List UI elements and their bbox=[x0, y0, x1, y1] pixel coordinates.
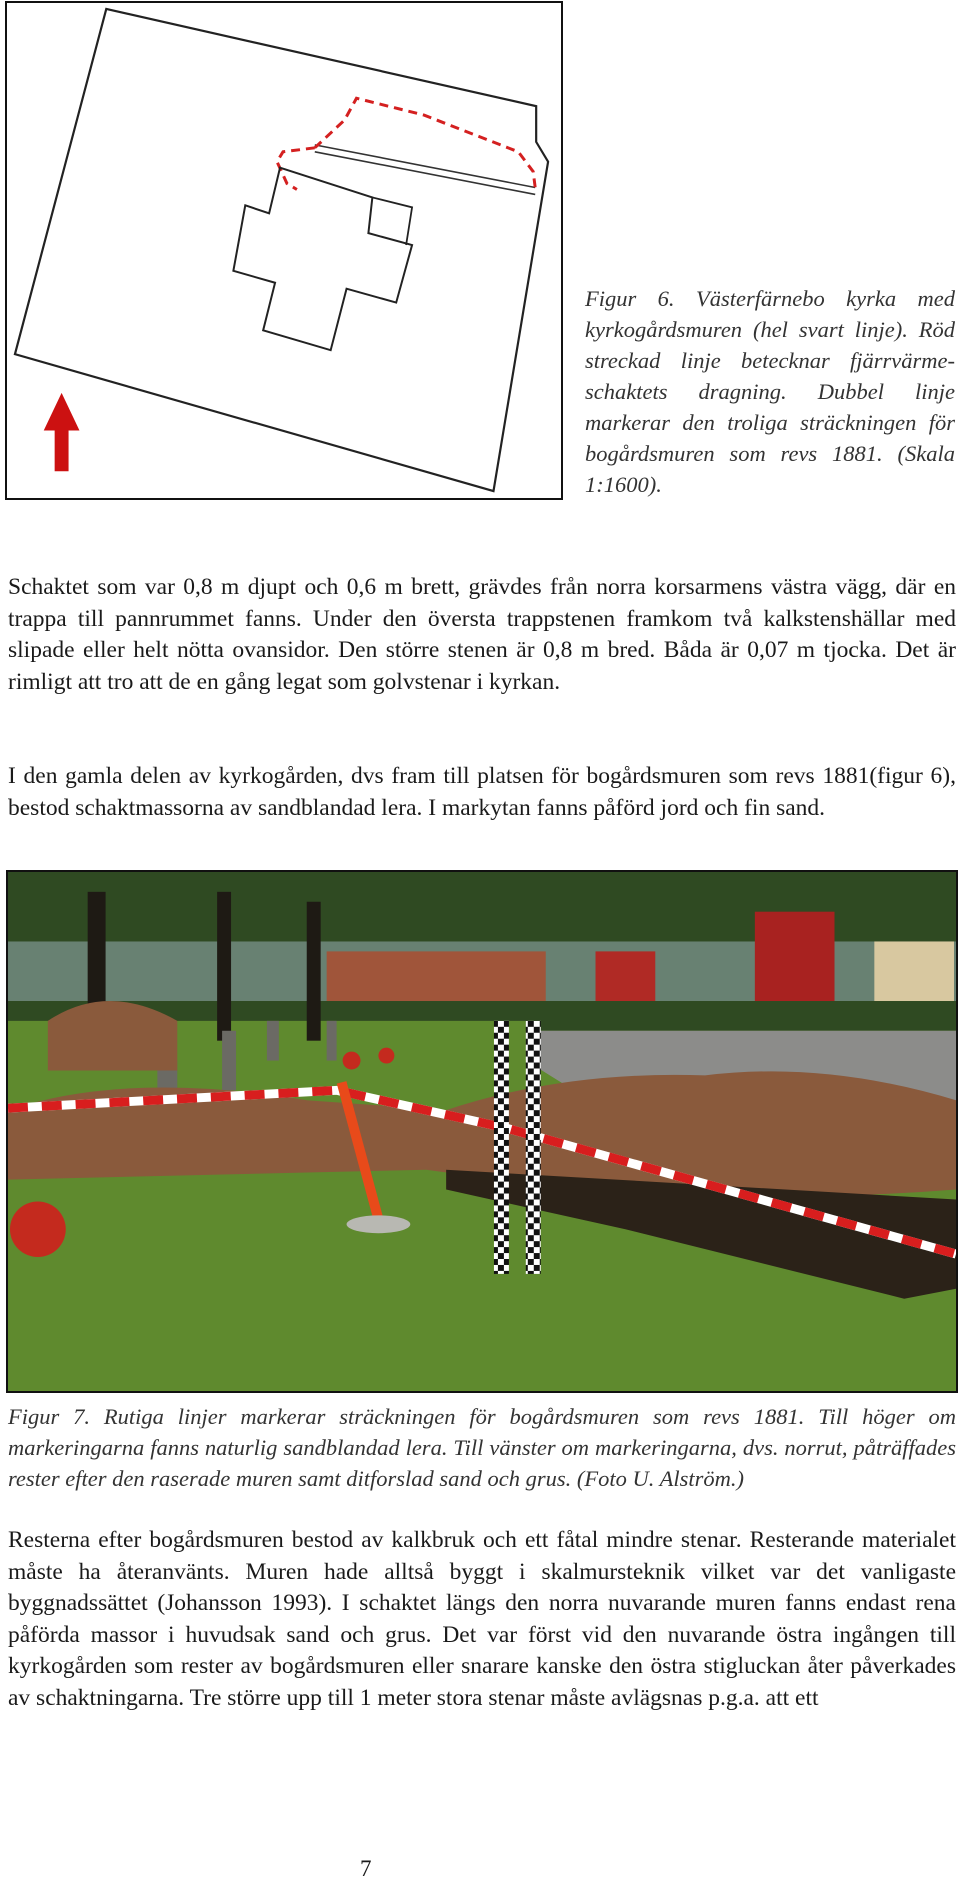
post-base bbox=[347, 1215, 411, 1233]
flowers bbox=[10, 1201, 66, 1257]
checkered-marker-right bbox=[526, 1021, 541, 1274]
flowers bbox=[343, 1052, 361, 1070]
building-yellow bbox=[874, 941, 954, 1001]
map-drawing bbox=[7, 3, 561, 498]
north-arrow-icon bbox=[44, 393, 80, 471]
photo-illustration bbox=[8, 872, 956, 1391]
tree-trunk-2 bbox=[217, 892, 231, 1041]
figure-7-photo bbox=[6, 870, 958, 1393]
figure-6-map bbox=[5, 1, 563, 500]
gravestone bbox=[327, 1021, 337, 1061]
page-number: 7 bbox=[360, 1856, 372, 1881]
flowers bbox=[378, 1048, 394, 1064]
gravestone bbox=[267, 1021, 279, 1061]
churchyard-wall bbox=[15, 9, 548, 491]
old-wall-line-2 bbox=[315, 152, 535, 195]
church-outline bbox=[233, 168, 412, 351]
building-brick bbox=[327, 951, 546, 1001]
checkered-marker-left bbox=[494, 1021, 509, 1274]
figure-6-caption: Figur 6. Västerfärnebo kyrka med kyrkogårdsmuren (hel svart linje). Röd streckad linje betecknar fjärrvärme-schaktets dragning. Dubbel linje markerar den troliga sträckningen för bogårdsmuren som revs 1881. (Skala 1:1600). bbox=[585, 286, 955, 497]
figure-7-caption: Figur 7. Rutiga linjer markerar sträckningen för bogårdsmuren som revs 1881. Till höger om markeringarna fanns naturlig sandblandad lera. Till vänster om markeringarna, dvs. norrut, påträffades rester efter den raserade muren samt ditforslad sand och grus. (Foto U. Alström.) bbox=[8, 1404, 956, 1491]
old-wall-line-1 bbox=[315, 145, 535, 188]
paragraph-1: Schaktet som var 0,8 m djupt och 0,6 m brett, grävdes från norra korsarmens västra vägg, där en trappa till pannrummet fanns. Under den översta trappstenen framkom två kalkstenshällar med slipade eller helt nötta ovansidor. Den större stenen är 0,8 m bred. Båda är 0,07 m tjocka. Det är rimligt att tro att de en gång legat som golvstenar i kyrkan. bbox=[8, 574, 956, 695]
paragraph-2: I den gamla delen av kyrkogården, dvs fram till platsen för bogårdsmuren som revs 1881(figur 6), bestod schaktmassorna av sandblandad lera. I markytan fanns påförd jord och fin sand. bbox=[8, 763, 956, 821]
tree-trunk-3 bbox=[307, 902, 321, 1041]
paragraph-3: Resterna efter bogårdsmuren bestod av kalkbruk och ett fåtal mindre stenar. Resterande materialet måste ha återanvänts. Muren hade alltså byggt i skalmursteknik vilket var det vanligaste byggnadssättet (Johansson 1993). I schaktet längs den norra nuvarande muren fanns endast rena påförda massor i huvudsak sand och grus. Det var först vid den nuvarande östra ingången till kyrkogården som rester av bogårdsmuren eller snarare kanske den östra stigluckan åter påverkades av schaktningarna. Tre större upp till 1 meter stora stenar måste avlägsnas p.g.a. att ett bbox=[8, 1527, 956, 1711]
building-red-small bbox=[596, 951, 656, 1001]
trench-line bbox=[277, 98, 535, 189]
building-red-house bbox=[755, 912, 835, 1001]
gravestone bbox=[222, 1031, 236, 1091]
church-annex bbox=[372, 197, 412, 245]
soil-heap-back bbox=[48, 1001, 177, 1070]
